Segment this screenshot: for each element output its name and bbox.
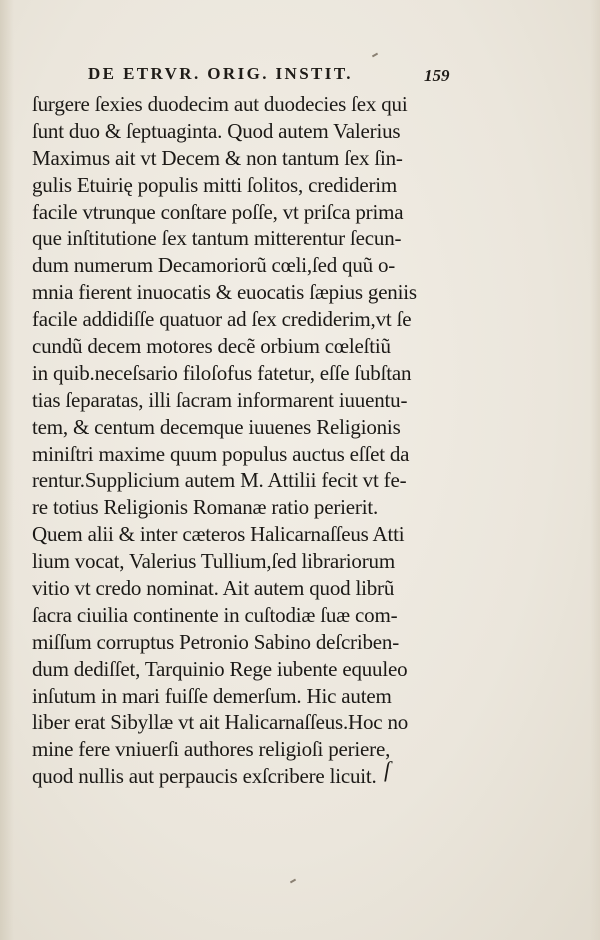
text-line: miniſtri maxime quum populus auctus eſſet da [32,441,410,466]
text-line: rentur.Supplicium autem M. Attilii fecit vt fe- [32,468,407,493]
text-line: ſacra ciuilia continente in cuſtodiæ ſuæ com- [32,602,398,627]
text-line: liber erat Sibyllæ vt ait Halicarnaſſeus.Hoc no [32,710,409,735]
text-line: dum dediſſet, Tarquinio Rege iubente equuleo [32,656,408,681]
text-line: vitio vt credo nominat. Ait autem quod librũ [32,576,395,601]
text-line: facile addidiſſe quatuor ad ſex crediderim,vt ſe [32,307,412,332]
text-line: tias ſeparatas, illi ſacram informarent iuuentu- [32,387,408,412]
text-line: ſurgere ſexies duodecim aut duodecies ſex qui [32,92,408,116]
text-line: gulis Etuirię populis mitti ſolitos, crediderim [32,172,398,197]
text-line: ſunt duo & ſeptuaginta. Quod autem Valerius [32,118,401,143]
text-line: facile vtrunque conſtare poſſe, vt priſca prima [32,199,404,224]
text-line: lium vocat, Valerius Tullium,ſed librariorum [32,549,395,574]
paper-speck [372,53,378,58]
text-line: tem, & centum decemque iuuenes Religionis [32,414,401,439]
text-line: re totius Religionis Romanæ ratio perierit. [32,495,379,520]
catchword: ſ [384,757,391,782]
text-line: mine fere vniuerſi authores religioſi periere, [32,737,391,762]
text-line: inſutum in mari fuiſſe demerſum. Hic autem [32,683,392,708]
page-edge [590,0,600,940]
running-head: DE ETRVR. ORIG. INSTIT. [88,64,353,83]
paper-speck [290,879,296,884]
text-block [32,91,462,790]
text-line: cundũ decem motores decẽ orbium cœleſtiũ [32,334,391,359]
text-line: dum numerum Decamoriorũ cœli,ſed quũ o- [32,253,396,278]
text-line: quod nullis aut perpaucis exſcribere licuit. [32,764,377,789]
text-line: Maximus ait vt Decem & non tantum ſex ſin- [32,145,403,170]
text-line: mnia fierent inuocatis & euocatis ſæpius geniis [32,280,417,305]
text-line: miſſum corruptus Petronio Sabino deſcriben- [32,629,400,654]
page-number: 159 [424,66,450,85]
gutter-shadow [0,0,14,940]
text-line: in quib.neceſsario filoſofus fatetur, eſſe ſubſtan [32,360,412,385]
text-line: Quem alii & inter cæteros Halicarnaſſeus Atti [32,522,405,547]
text-line: que inſtitutione ſex tantum mitterentur ſecun- [32,226,402,251]
